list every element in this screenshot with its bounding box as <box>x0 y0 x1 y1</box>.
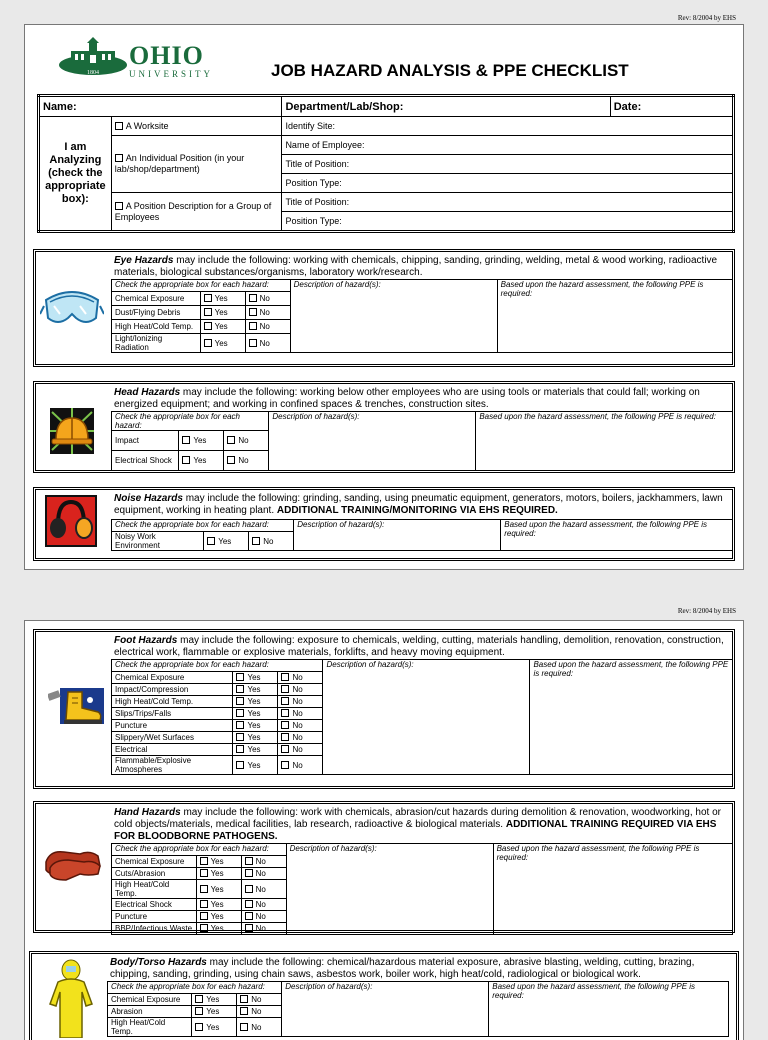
noise-hazards-text: may include the following: grinding, sanding, using pneumatic equipment, generators, motors, boilers, jackhammers, lawn equipment, working in heating plant. <box>114 493 723 516</box>
checkbox-icon[interactable] <box>281 745 289 753</box>
yes-label: Yes <box>247 733 261 742</box>
no-label: No <box>263 536 274 546</box>
yes-label: Yes <box>210 884 224 894</box>
checkbox-icon[interactable] <box>249 322 257 330</box>
hazard-item-label: Chemical Exposure <box>108 994 192 1006</box>
description-field[interactable] <box>294 520 501 551</box>
required-ppe-field[interactable] <box>497 280 732 353</box>
no-option[interactable] <box>278 696 323 708</box>
yes-option[interactable] <box>196 923 241 935</box>
yes-option[interactable] <box>200 320 245 334</box>
checkbox-icon[interactable] <box>195 1007 203 1015</box>
yes-label: Yes <box>214 338 228 348</box>
no-option[interactable] <box>278 708 323 720</box>
hand-hazards-title: Hand Hazards <box>114 807 181 818</box>
required-ppe-label: Based upon the hazard assessment, the following PPE is required: <box>496 844 700 862</box>
checkbox-icon[interactable] <box>236 709 244 717</box>
head-hazards-text: may include the following: working below other employees who are using tools or materials that could fall; working on energized equipment; and working in confined spaces & trenches, construction sites. <box>114 387 700 410</box>
no-option[interactable] <box>278 684 323 696</box>
logo-subtitle: UNIVERSITY <box>129 69 213 79</box>
check-instruction: Check the appropriate box for each hazard: <box>112 844 287 856</box>
yes-option[interactable] <box>233 672 278 684</box>
hazard-item-label: Dust/Flying Debris <box>112 306 201 320</box>
checkbox-icon[interactable] <box>200 857 208 865</box>
checkbox-icon[interactable] <box>200 900 208 908</box>
no-label: No <box>255 912 266 921</box>
yes-option[interactable] <box>233 720 278 732</box>
group-title-of-position-field[interactable]: Title of Position: <box>282 193 734 212</box>
noise-hazards-intro <box>114 493 734 517</box>
yes-label: Yes <box>247 745 261 754</box>
checkbox-icon[interactable] <box>182 456 190 464</box>
checkbox-icon[interactable] <box>204 294 212 302</box>
head-hazards-intro <box>114 387 734 411</box>
title-of-position-field[interactable]: Title of Position: <box>282 155 734 174</box>
required-ppe-field[interactable] <box>489 982 729 1037</box>
yes-label: Yes <box>210 857 224 866</box>
no-option[interactable] <box>278 720 323 732</box>
head-hazards-title: Head Hazards <box>114 387 181 398</box>
checkbox-icon[interactable] <box>281 685 289 693</box>
required-ppe-label: Based upon the hazard assessment, the following PPE is required: <box>479 412 716 421</box>
yes-option[interactable] <box>196 868 241 880</box>
foot-hazards-intro <box>114 635 734 659</box>
no-label: No <box>259 322 270 331</box>
yes-label: Yes <box>206 995 220 1004</box>
checkbox-icon[interactable] <box>204 308 212 316</box>
hazard-item-label: BBP/Infectious Waste <box>112 923 197 935</box>
checkbox-icon[interactable] <box>207 537 215 545</box>
checkbox-icon[interactable] <box>245 912 253 920</box>
noise-hazards-title: Noise Hazards <box>114 493 183 504</box>
checkbox-icon[interactable] <box>249 308 257 316</box>
body-hazards-intro <box>110 957 730 981</box>
no-label: No <box>251 1022 262 1032</box>
no-option[interactable] <box>241 923 286 935</box>
checkbox-icon[interactable] <box>227 456 235 464</box>
no-option[interactable] <box>241 868 286 880</box>
description-field[interactable] <box>282 982 489 1037</box>
no-option[interactable] <box>278 732 323 744</box>
checkbox-icon[interactable] <box>281 761 289 769</box>
no-label: No <box>292 721 303 730</box>
hand-hazards-table <box>111 843 733 935</box>
checkbox-icon[interactable] <box>240 1007 248 1015</box>
name-label[interactable]: Name: <box>39 96 282 117</box>
description-field[interactable] <box>323 660 530 775</box>
yes-option[interactable] <box>233 744 278 756</box>
yes-option[interactable] <box>196 899 241 911</box>
hazard-item-label: Cuts/Abrasion <box>112 868 197 880</box>
checkbox-icon[interactable] <box>195 995 203 1003</box>
hard-hat-icon <box>40 404 104 464</box>
eye-hazards-table <box>111 279 733 353</box>
yes-label: Yes <box>247 760 261 770</box>
checkbox-icon[interactable] <box>236 745 244 753</box>
checkbox-icon[interactable] <box>200 869 208 877</box>
safety-boot-icon <box>48 684 112 744</box>
worksite-option-label: A Worksite <box>125 121 169 131</box>
yes-label: Yes <box>210 900 224 909</box>
yes-label: Yes <box>218 536 232 546</box>
no-label: No <box>255 924 266 933</box>
yes-option[interactable] <box>233 756 278 775</box>
hazard-item-label: Chemical Exposure <box>112 672 233 684</box>
yes-option[interactable] <box>204 532 249 551</box>
yes-label: Yes <box>214 308 228 317</box>
no-label: No <box>251 995 262 1004</box>
hazard-item-label: Chemical Exposure <box>112 856 197 868</box>
no-option[interactable] <box>237 994 282 1006</box>
foot-hazards-text: may include the following: exposure to chemicals, welding, cutting, materials handling, demolition, renovation, construction, electrical work, flammable or explosive materials, forklifts, and heavy moving equipment. <box>114 635 724 658</box>
yes-label: Yes <box>193 456 207 465</box>
checkbox-icon[interactable] <box>115 154 123 162</box>
worksite-option[interactable] <box>111 117 282 136</box>
no-option[interactable] <box>245 292 290 306</box>
yes-option[interactable] <box>200 292 245 306</box>
yes-option[interactable] <box>196 880 241 899</box>
yes-option[interactable] <box>196 856 241 868</box>
identify-site-field[interactable]: Identify Site: <box>282 117 734 136</box>
yes-option[interactable] <box>179 431 224 451</box>
no-label: No <box>238 456 249 465</box>
yes-option[interactable] <box>192 994 237 1006</box>
hazard-item-label: Chemical Exposure <box>112 292 201 306</box>
yes-label: Yes <box>210 912 224 921</box>
checkbox-icon[interactable] <box>200 912 208 920</box>
eye-hazards-intro <box>114 255 734 279</box>
no-option[interactable] <box>245 334 290 353</box>
hazard-item-label: Slips/Trips/Falls <box>112 708 233 720</box>
check-instruction: Check the appropriate box for each hazard: <box>112 412 269 431</box>
group-position-label: A Position Description for a Group of Employees <box>114 200 272 222</box>
yes-option[interactable] <box>192 1006 237 1018</box>
required-ppe-label: Based upon the hazard assessment, the following PPE is required: <box>504 520 708 538</box>
yes-option[interactable] <box>200 334 245 353</box>
body-hazards-table <box>107 981 729 1037</box>
yes-option[interactable] <box>200 306 245 320</box>
body-hazards-section <box>29 951 739 1040</box>
hazard-item-label: Impact <box>112 431 179 451</box>
checkbox-icon[interactable] <box>236 761 244 769</box>
hand-hazards-intro <box>114 807 734 843</box>
checkbox-icon[interactable] <box>281 721 289 729</box>
hazard-item-label: Impact/Compression <box>112 684 233 696</box>
check-instruction: Check the appropriate box for each hazard: <box>112 660 323 672</box>
hazard-item-label: High Heat/Cold Temp. <box>112 320 201 334</box>
description-field[interactable] <box>269 412 476 471</box>
no-option[interactable] <box>241 856 286 868</box>
yes-option[interactable] <box>233 696 278 708</box>
description-label: Description of hazard(s): <box>272 412 360 421</box>
hand-hazards-text: may include the following: work with chemicals, abrasion/cut hazards during demolition & renovation, woodworking, hot or cold objects/materials, medical facilities, lab research, radioactive & biological materials. <box>114 807 721 830</box>
no-label: No <box>255 857 266 866</box>
description-label: Description of hazard(s): <box>285 982 373 991</box>
checkbox-icon[interactable] <box>245 857 253 865</box>
group-position-option[interactable] <box>111 193 282 232</box>
hazard-item-label: Abrasion <box>108 1006 192 1018</box>
hazard-item-label: Electrical <box>112 744 233 756</box>
checkbox-icon[interactable] <box>245 900 253 908</box>
logo-word: OHIO <box>129 41 204 70</box>
yes-option[interactable] <box>179 451 224 471</box>
hazard-item-label: High Heat/Cold Temp. <box>108 1018 192 1037</box>
yes-option[interactable] <box>233 732 278 744</box>
checkbox-icon[interactable] <box>281 697 289 705</box>
checkbox-icon[interactable] <box>240 995 248 1003</box>
checkbox-icon[interactable] <box>281 709 289 717</box>
check-instruction: Check the appropriate box for each hazard: <box>112 520 294 532</box>
hand-hazards-note: ADDITIONAL TRAINING REQUIRED VIA EHS FOR BLOODBORNE PATHOGENS. <box>114 819 717 842</box>
hazard-item-label: Light/Ionizing Radiation <box>112 334 201 353</box>
checkbox-icon[interactable] <box>200 924 208 932</box>
analyzing-label: I am Analyzing (check the appropriate box): <box>39 117 112 232</box>
yes-option[interactable] <box>196 911 241 923</box>
no-option[interactable] <box>245 306 290 320</box>
position-type-field[interactable]: Position Type: <box>282 174 734 193</box>
description-label: Description of hazard(s): <box>326 660 414 669</box>
hand-hazards-section <box>33 801 735 933</box>
no-label: No <box>292 697 303 706</box>
no-option[interactable] <box>245 320 290 334</box>
checkbox-icon[interactable] <box>115 202 123 210</box>
required-ppe-label: Based upon the hazard assessment, the following PPE is required: <box>492 982 696 1000</box>
yes-label: Yes <box>247 721 261 730</box>
checkbox-icon[interactable] <box>245 924 253 932</box>
yes-label: Yes <box>206 1007 220 1016</box>
no-option[interactable] <box>241 911 286 923</box>
yes-option[interactable] <box>233 684 278 696</box>
no-label: No <box>238 436 249 445</box>
yes-label: Yes <box>210 869 224 878</box>
no-label: No <box>292 760 303 770</box>
foot-hazards-section <box>33 629 735 789</box>
noise-hazards-note: ADDITIONAL TRAINING/MONITORING VIA EHS REQUIRED. <box>276 505 558 516</box>
required-ppe-label: Based upon the hazard assessment, the following PPE is required: <box>533 660 729 678</box>
no-label: No <box>292 709 303 718</box>
work-gloves-icon <box>40 844 104 904</box>
check-instruction: Check the appropriate box for each hazard: <box>108 982 282 994</box>
no-label: No <box>255 900 266 909</box>
no-option[interactable] <box>278 672 323 684</box>
yes-label: Yes <box>247 673 261 682</box>
hazard-item-label: Noisy Work Environment <box>112 532 204 551</box>
no-option[interactable] <box>237 1018 282 1037</box>
description-field[interactable] <box>290 280 497 353</box>
required-ppe-field[interactable] <box>476 412 733 471</box>
individual-position-label: An Individual Position (in your lab/shop/department) <box>114 153 245 174</box>
hazard-item-label: Electrical Shock <box>112 451 179 471</box>
yes-label: Yes <box>214 322 228 331</box>
noise-hazards-section <box>33 487 735 561</box>
checkbox-icon[interactable] <box>236 685 244 693</box>
no-label: No <box>255 869 266 878</box>
hazard-item-label: Puncture <box>112 911 197 923</box>
noise-hazards-table <box>111 519 733 551</box>
safety-goggles-icon <box>40 280 104 340</box>
no-option[interactable] <box>224 451 269 471</box>
no-label: No <box>292 733 303 742</box>
protective-suit-icon <box>46 958 110 1018</box>
body-hazards-text: may include the following: chemical/hazardous material exposure, abrasive blasting, welding, cutting, brazing, chipping, sanding, grinding, using chain saws, asbestos work, boiler work, high heat/cold, radiological or biological work. <box>110 957 695 980</box>
department-label[interactable]: Department/Lab/Shop: <box>282 96 610 117</box>
yes-label: Yes <box>193 436 207 445</box>
required-ppe-field[interactable] <box>493 844 732 935</box>
yes-label: Yes <box>206 1022 220 1032</box>
no-option[interactable] <box>278 756 323 775</box>
no-label: No <box>259 308 270 317</box>
description-label: Description of hazard(s): <box>293 280 381 289</box>
no-label: No <box>259 338 270 348</box>
revision-note: Rev: 8/2004 by EHS <box>677 14 736 22</box>
hazard-item-label: Puncture <box>112 720 233 732</box>
checklist-page-2 <box>24 620 744 1040</box>
checkbox-icon[interactable] <box>281 673 289 681</box>
head-hazards-section <box>33 381 735 473</box>
no-label: No <box>251 1007 262 1016</box>
ear-muffs-icon <box>44 494 108 554</box>
hazard-item-label: High Heat/Cold Temp. <box>112 880 197 899</box>
hazard-item-label: High Heat/Cold Temp. <box>112 696 233 708</box>
checkbox-icon[interactable] <box>236 697 244 705</box>
description-label: Description of hazard(s): <box>297 520 385 529</box>
checkbox-icon[interactable] <box>281 733 289 741</box>
no-label: No <box>255 884 266 894</box>
checkbox-icon[interactable] <box>236 733 244 741</box>
checkbox-icon[interactable] <box>249 294 257 302</box>
checkbox-icon[interactable] <box>204 322 212 330</box>
no-option[interactable] <box>249 532 294 551</box>
description-field[interactable] <box>286 844 493 935</box>
no-option[interactable] <box>237 1006 282 1018</box>
checkbox-icon[interactable] <box>200 885 208 893</box>
no-option[interactable] <box>224 431 269 451</box>
required-ppe-field[interactable] <box>501 520 733 551</box>
checkbox-icon[interactable] <box>252 537 260 545</box>
page-title: JOB HAZARD ANALYSIS & PPE CHECKLIST <box>271 61 629 80</box>
yes-label: Yes <box>247 709 261 718</box>
eye-hazards-title: Eye Hazards <box>114 255 174 266</box>
checkbox-icon[interactable] <box>245 869 253 877</box>
eye-hazards-section <box>33 249 735 367</box>
foot-hazards-table <box>111 659 733 775</box>
yes-label: Yes <box>210 924 224 933</box>
group-position-type-field[interactable]: Position Type: <box>282 212 734 232</box>
required-ppe-field[interactable] <box>530 660 733 775</box>
body-hazards-title: Body/Torso Hazards <box>110 957 207 968</box>
date-label[interactable]: Date: <box>610 96 733 117</box>
employee-info-table <box>37 94 735 233</box>
yes-label: Yes <box>214 294 228 303</box>
yes-label: Yes <box>247 697 261 706</box>
checklist-page-1 <box>24 24 744 570</box>
yes-label: Yes <box>247 685 261 694</box>
checkbox-icon[interactable] <box>182 436 190 444</box>
revision-note-page-2: Rev: 8/2004 by EHS <box>677 607 736 615</box>
logo-year: 1804 <box>87 70 99 76</box>
no-label: No <box>292 745 303 754</box>
checkbox-icon[interactable] <box>227 436 235 444</box>
eye-hazards-text: may include the following: working with chemicals, chipping, sanding, grinding, welding, metal & wood working, radioactive materials, biological substances/organisms, laboratory work/research. <box>114 255 718 278</box>
yes-option[interactable] <box>192 1018 237 1037</box>
no-label: No <box>292 685 303 694</box>
checkbox-icon[interactable] <box>249 339 257 347</box>
checkbox-icon[interactable] <box>245 885 253 893</box>
individual-position-option[interactable] <box>111 136 282 193</box>
required-ppe-label: Based upon the hazard assessment, the following PPE is required: <box>500 280 704 298</box>
yes-option[interactable] <box>233 708 278 720</box>
description-label: Description of hazard(s): <box>289 844 377 853</box>
checkbox-icon[interactable] <box>236 721 244 729</box>
hazard-item-label: Slippery/Wet Surfaces <box>112 732 233 744</box>
checkbox-icon[interactable] <box>115 122 123 130</box>
no-option[interactable] <box>241 880 286 899</box>
no-label: No <box>259 294 270 303</box>
checkbox-icon[interactable] <box>236 673 244 681</box>
no-option[interactable] <box>278 744 323 756</box>
head-hazards-table <box>111 411 733 471</box>
foot-hazards-title: Foot Hazards <box>114 635 178 646</box>
check-instruction: Check the appropriate box for each hazard: <box>112 280 291 292</box>
hazard-item-label: Flammable/Explosive Atmospheres <box>112 756 233 775</box>
checkbox-icon[interactable] <box>204 339 212 347</box>
hazard-item-label: Electrical Shock <box>112 899 197 911</box>
no-option[interactable] <box>241 899 286 911</box>
name-of-employee-field[interactable]: Name of Employee: <box>282 136 734 155</box>
no-label: No <box>292 673 303 682</box>
